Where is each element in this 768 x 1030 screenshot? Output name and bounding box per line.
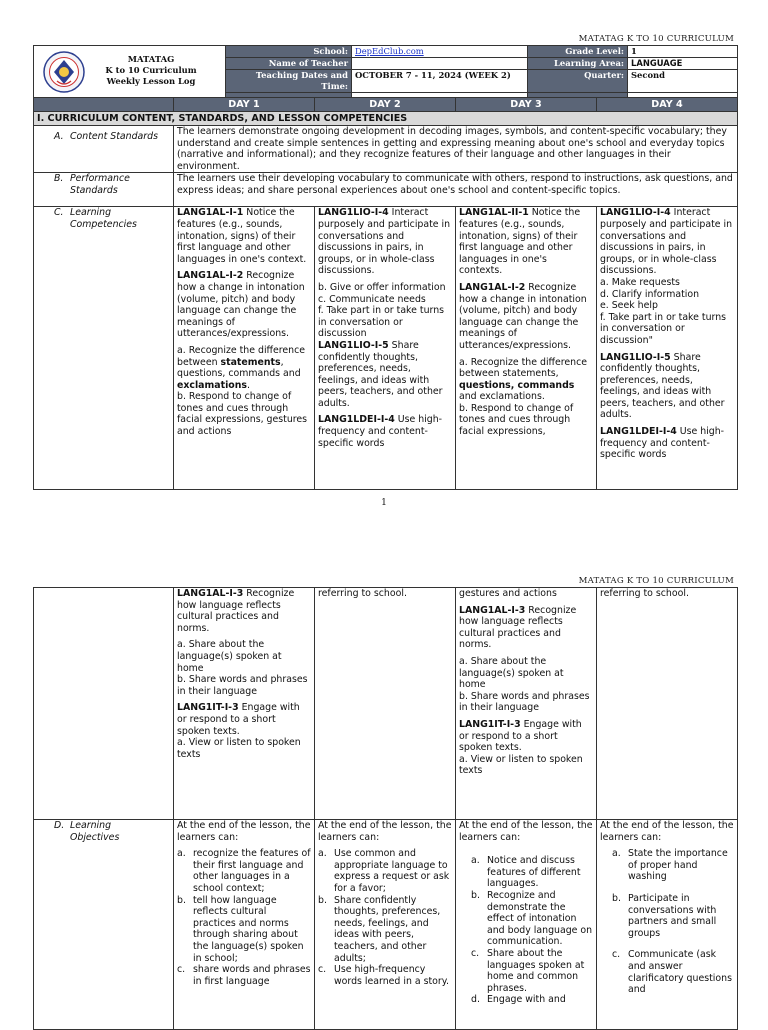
- cont-day-3: gestures and actions LANG1AL-I-3 Recognize how language reflects cultural practices and norms. a. Share about the language(s) spoken at home b. Share words and phrases in their language LANG1IT-I-3 Engage with or respond to a short spoken texts. a. View or listen to spoken texts: [456, 588, 597, 820]
- school-link[interactable]: DepEdClub.com: [355, 46, 424, 56]
- objective-item: c. Share about the languages spoken at home and common phrases.: [471, 947, 585, 994]
- dates-label: Teaching Dates and Time:: [226, 70, 352, 93]
- objectives-day-2: [315, 820, 456, 1030]
- objective-item: a. Use common and appropriate language to express a request or ask for a favor;: [318, 848, 450, 894]
- area-value: LANGUAGE: [628, 58, 738, 70]
- section-title: I. CURRICULUM CONTENT, STANDARDS, AND LESSON COMPETENCIES: [34, 112, 738, 126]
- objective-item: a. Notice and discuss features of different languages.: [471, 855, 581, 890]
- objective-item: c. share words and phrases in first language: [177, 964, 311, 987]
- objective-item: b. Recognize and demonstrate the effect of intonation and body language on communication.: [471, 889, 593, 948]
- curriculum-table-page2: [33, 587, 738, 1030]
- learning-objectives-label: D. Learning Objectives: [34, 820, 174, 1030]
- school-label: School:: [226, 46, 352, 58]
- content-standards-text: The learners demonstrate ongoing development in decoding images, symbols, and content-specific vocabulary; they understand and create simple sentences in getting and expressing meaning about one's school and everyday topics (narrative and informational); and they recognize features of their language and other languages in their environment.: [174, 126, 738, 173]
- quarter-value: Second: [628, 70, 738, 93]
- competencies-day-4: LANG1LIO-I-4 Interact purposely and participate in conversations and discussions in pairs, in groups, or in whole-class discussions. a. Make requests d. Clarify information e. Seek help f. Take part in or take turns in conversation or discussion" LANG1LIO-I-5 Share confidently thoughts, preferences, needs, feelings, and ideas with peers, teachers, and other adults. LANG1LDEI-I-4 Use high-frequency and content-specific words: [597, 207, 738, 490]
- day-3-header: DAY 3: [456, 98, 597, 112]
- org-line-1: MATATAG: [127, 54, 175, 64]
- objectives-day-1: [174, 820, 315, 1030]
- continued-label-cell: [34, 588, 174, 820]
- org-line-2: K to 10 Curriculum: [105, 65, 197, 75]
- objectives-intro: At the end of the lesson, the learners can:: [600, 820, 734, 843]
- objectives-day-3: [456, 820, 597, 1030]
- day-header-row: [34, 98, 738, 112]
- objective-item: a. recognize the features of their first language and other languages in a school context;: [177, 848, 311, 894]
- learning-competencies-label: C. Learning Competencies: [34, 207, 174, 490]
- page-header-tag: MATATAG K TO 10 CURRICULUM: [578, 34, 734, 44]
- objective-item: c. Use high-frequency words learned in a story.: [318, 964, 449, 987]
- performance-standards-label: B. Performance Standards: [34, 173, 174, 207]
- day-1-header: DAY 1: [174, 98, 315, 112]
- day-4-header: DAY 4: [597, 98, 738, 112]
- cont-day-2: referring to school.: [315, 588, 456, 820]
- curriculum-table-page1: [33, 97, 738, 490]
- cont-day-4: referring to school.: [597, 588, 738, 820]
- objective-item: b. Share confidently thoughts, preferences, needs, feelings, and ideas with peers, teachers, and other adults;: [318, 894, 441, 964]
- org-line-3: Weekly Lesson Log: [106, 76, 196, 86]
- header-info-table: [33, 45, 738, 105]
- teacher-value: [352, 58, 528, 70]
- objectives-intro: At the end of the lesson, the learners can:: [177, 820, 311, 843]
- competencies-day-3: LANG1AL-II-1 Notice the features (e.g., sounds, intonation, signs) of their first language and other languages in one's contexts. LANG1AL-I-2 Recognize how a change in intonation (volume, pitch) and body language can change the meanings of utterances/expressions. a. Recognize the difference between statements, questions, commands and exclamations. b. Respond to change of tones and cues through facial expressions,: [456, 207, 597, 490]
- day-2-header: DAY 2: [315, 98, 456, 112]
- objective-item: c. Communicate (ask and answer clarificatory questions and: [612, 949, 732, 996]
- page2-header-tag: MATATAG K TO 10 CURRICULUM: [578, 576, 734, 586]
- page-number: 1: [381, 498, 387, 508]
- competencies-day-1: LANG1AL-I-1 Notice the features (e.g., sounds, intonation, signs) of their first language and other languages in one's context. LANG1AL-I-2 Recognize how a change in intonation (volume, pitch) and body language can change the meanings of utterances/expressions. a. Recognize the difference between statements, questions, commands and exclamations. b. Respond to change of tones and cues through facial expressions, gestures and actions: [174, 207, 315, 490]
- school-value: [352, 46, 528, 58]
- objectives-intro: At the end of the lesson, the learners can:: [318, 820, 452, 843]
- grade-value: 1: [628, 46, 738, 58]
- competencies-day-2: LANG1LIO-I-4 Interact purposely and participate in conversations and discussions in pairs, in groups, or in whole-class discussions. b. Give or offer information c. Communicate needs f. Take part in or take turns in conversation or discussion LANG1LIO-I-5 Share confidently thoughts, preferences, needs, feelings, and ideas with peers, teachers, and other adults. LANG1LDEI-I-4 Use high-frequency and content-specific words: [315, 207, 456, 490]
- objective-item: b. Participate in conversations with partners and small groups: [612, 892, 717, 939]
- objective-item: b. tell how language reflects cultural practices and norms through sharing about the language(s) spoken in school;: [177, 894, 304, 964]
- teacher-label: Name of Teacher: [226, 58, 352, 70]
- org-block: [34, 46, 226, 105]
- area-label: Learning Area:: [528, 58, 628, 70]
- quarter-label: Quarter:: [528, 70, 628, 93]
- performance-standards-text: The learners use their developing vocabulary to communicate with others, respond to instructions, ask questions, and express ideas; and share personal experiences about one's school and content-specific topics.: [174, 173, 738, 207]
- content-standards-label: A. Content Standards: [34, 126, 174, 173]
- dates-value: OCTOBER 7 - 11, 2024 (WEEK 2): [352, 70, 528, 93]
- objective-item: a. State the importance of proper hand washing: [612, 848, 728, 883]
- grade-label: Grade Level:: [528, 46, 628, 58]
- objectives-intro: At the end of the lesson, the learners can:: [459, 820, 593, 843]
- cont-day-1: LANG1AL-I-3 Recognize how language reflects cultural practices and norms. a. Share about the language(s) spoken at home b. Share words and phrases in their language LANG1IT-I-3 Engage with or respond to a short spoken texts. a. View or listen to spoken texts: [174, 588, 315, 820]
- objectives-day-4: [597, 820, 738, 1030]
- objective-item: d. Engage with and: [471, 994, 566, 1006]
